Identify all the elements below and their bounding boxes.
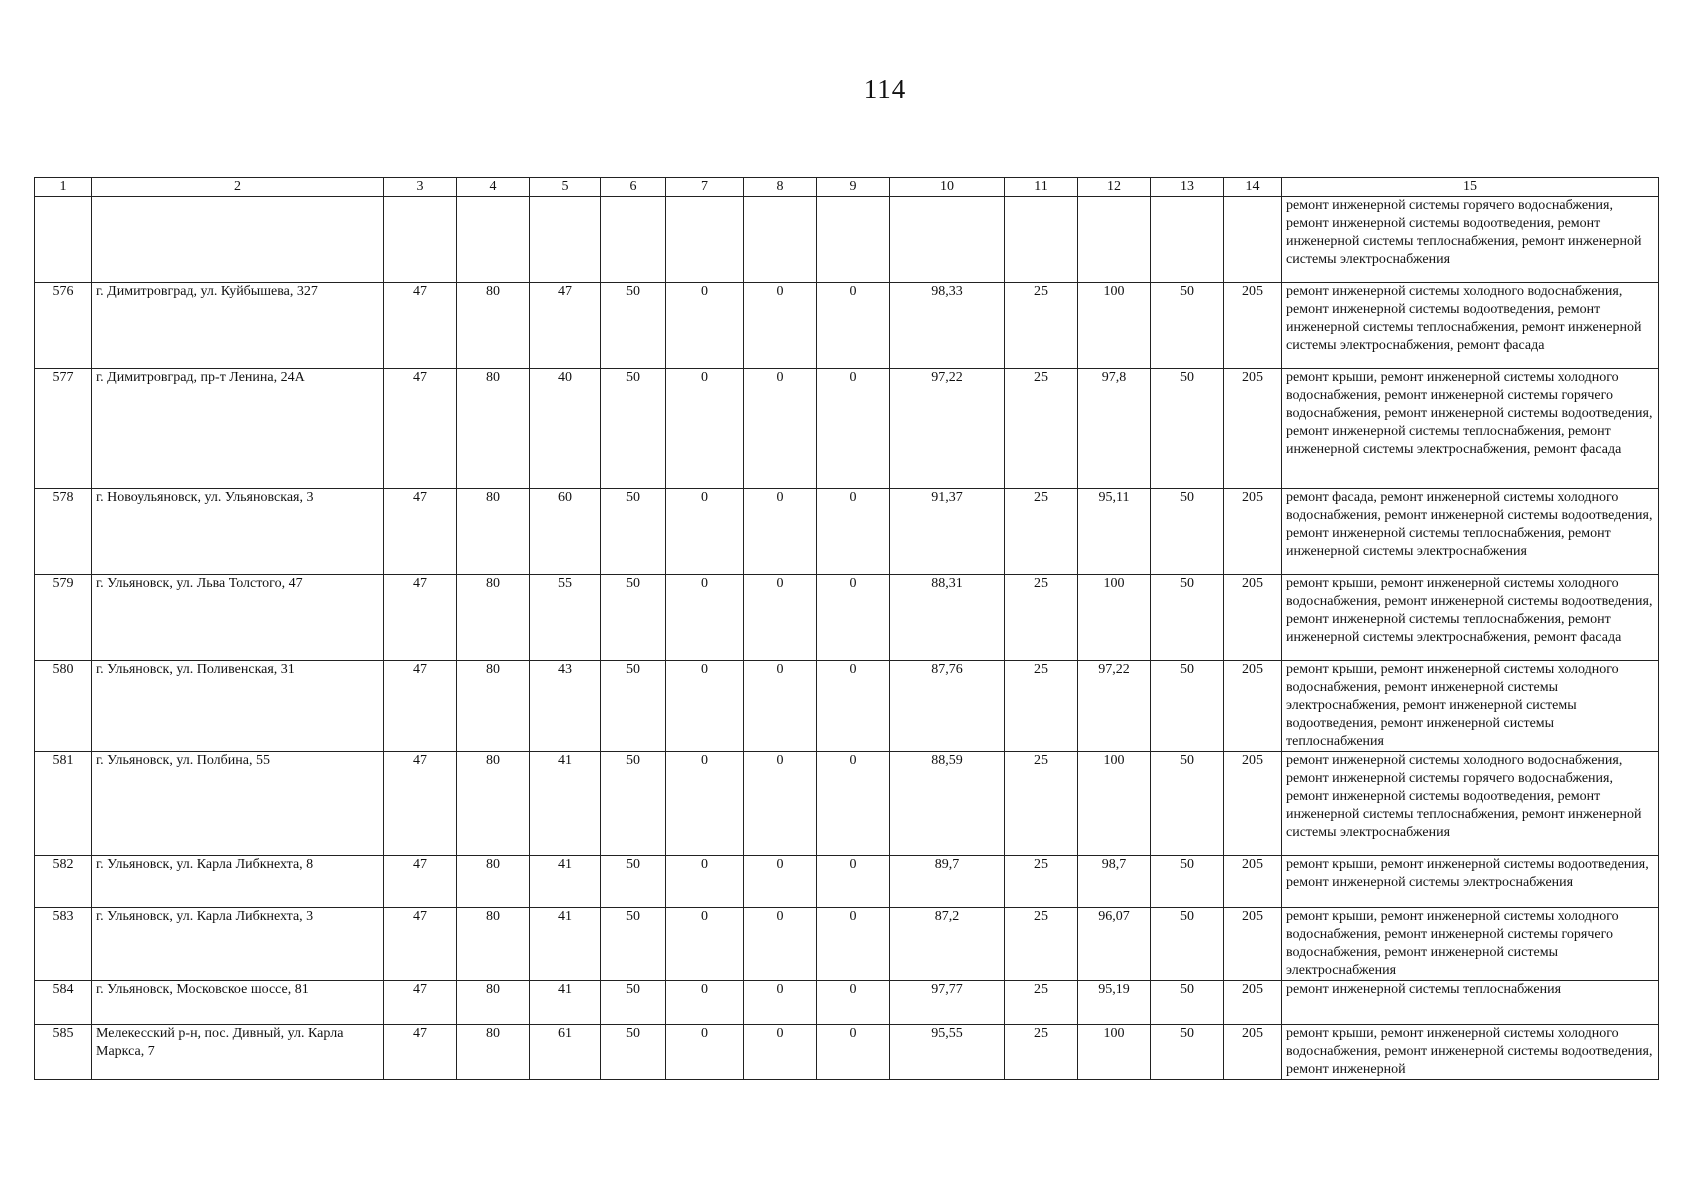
value-cell: 25	[1005, 575, 1078, 661]
row-number-cell: 584	[35, 981, 92, 1025]
value-cell: 47	[530, 283, 601, 369]
value-cell: 0	[744, 369, 817, 489]
value-cell: 47	[384, 575, 457, 661]
table-body	[35, 197, 1659, 1080]
value-cell: 50	[1151, 752, 1224, 856]
value-cell: 0	[666, 981, 744, 1025]
value-cell: 205	[1224, 856, 1282, 908]
value-cell: 0	[817, 661, 890, 752]
value-cell: 0	[744, 575, 817, 661]
value-cell: 87,76	[890, 661, 1005, 752]
repair-register-table	[34, 177, 1659, 1080]
value-cell: 80	[457, 369, 530, 489]
column-header: 15	[1282, 178, 1659, 197]
value-cell: 0	[817, 575, 890, 661]
column-header: 10	[890, 178, 1005, 197]
value-cell: 47	[384, 489, 457, 575]
column-header: 6	[601, 178, 666, 197]
table-row	[35, 1025, 1659, 1080]
column-header: 8	[744, 178, 817, 197]
table-row	[35, 981, 1659, 1025]
value-cell: 100	[1078, 1025, 1151, 1080]
value-cell: 47	[384, 1025, 457, 1080]
value-cell: 25	[1005, 856, 1078, 908]
value-cell: 50	[601, 1025, 666, 1080]
value-cell: 50	[1151, 283, 1224, 369]
table-row	[35, 283, 1659, 369]
address-cell: г. Ульяновск, ул. Полбина, 55	[92, 752, 384, 856]
row-number-cell: 581	[35, 752, 92, 856]
column-header: 11	[1005, 178, 1078, 197]
value-cell: 87,2	[890, 908, 1005, 981]
value-cell: 98,7	[1078, 856, 1151, 908]
value-cell: 96,07	[1078, 908, 1151, 981]
value-cell: 205	[1224, 489, 1282, 575]
row-number-cell: 579	[35, 575, 92, 661]
column-header: 2	[92, 178, 384, 197]
column-header: 12	[1078, 178, 1151, 197]
value-cell: 47	[384, 908, 457, 981]
value-cell: 97,77	[890, 981, 1005, 1025]
works-cell: ремонт инженерной системы холодного водоснабжения, ремонт инженерной системы водоотведения, ремонт инженерной системы теплоснабжения, ремонт инженерной системы электроснабжения, ремонт фасада	[1282, 283, 1659, 369]
value-cell: 0	[666, 369, 744, 489]
value-cell: 97,22	[1078, 661, 1151, 752]
value-cell: 41	[530, 908, 601, 981]
value-cell: 205	[1224, 981, 1282, 1025]
value-cell: 0	[817, 369, 890, 489]
value-cell: 47	[384, 752, 457, 856]
table-row	[35, 489, 1659, 575]
value-cell: 50	[601, 489, 666, 575]
value-cell: 97,8	[1078, 369, 1151, 489]
value-cell: 47	[384, 369, 457, 489]
value-cell: 88,59	[890, 752, 1005, 856]
works-cell: ремонт крыши, ремонт инженерной системы холодного водоснабжения, ремонт инженерной системы водоотведения, ремонт инженерной	[1282, 1025, 1659, 1080]
works-cell: ремонт крыши, ремонт инженерной системы холодного водоснабжения, ремонт инженерной системы горячего водоснабжения, ремонт инженерной системы водоотведения, ремонт инженерной системы теплоснабжения, ремонт инженерной системы электроснабжения, ремонт фасада	[1282, 369, 1659, 489]
value-cell: 50	[1151, 489, 1224, 575]
value-cell: 0	[666, 283, 744, 369]
row-number-cell: 582	[35, 856, 92, 908]
address-cell: г. Ульяновск, ул. Льва Толстого, 47	[92, 575, 384, 661]
column-header: 1	[35, 178, 92, 197]
value-cell: 0	[817, 1025, 890, 1080]
value-cell: 55	[530, 575, 601, 661]
value-cell: 50	[601, 369, 666, 489]
value-cell: 0	[817, 489, 890, 575]
table-row	[35, 575, 1659, 661]
value-cell: 47	[384, 856, 457, 908]
value-cell: 50	[1151, 661, 1224, 752]
table-row	[35, 369, 1659, 489]
value-cell: 50	[1151, 575, 1224, 661]
value-cell: 47	[384, 661, 457, 752]
value-cell: 25	[1005, 369, 1078, 489]
value-cell: 95,19	[1078, 981, 1151, 1025]
address-cell: Мелекесский р-н, пос. Дивный, ул. Карла Маркса, 7	[92, 1025, 384, 1080]
value-cell: 41	[530, 752, 601, 856]
column-header: 3	[384, 178, 457, 197]
row-number-cell: 583	[35, 908, 92, 981]
value-cell: 25	[1005, 1025, 1078, 1080]
value-cell: 0	[666, 1025, 744, 1080]
works-cell: ремонт крыши, ремонт инженерной системы холодного водоснабжения, ремонт инженерной системы электроснабжения, ремонт инженерной системы водоотведения, ремонт инженерной системы теплоснабжения	[1282, 661, 1659, 752]
column-header: 13	[1151, 178, 1224, 197]
value-cell: 0	[817, 752, 890, 856]
value-cell: 0	[744, 1025, 817, 1080]
value-cell: 61	[530, 1025, 601, 1080]
table-row	[35, 661, 1659, 752]
value-cell: 0	[744, 661, 817, 752]
value-cell: 205	[1224, 369, 1282, 489]
empty-cell	[1078, 197, 1151, 283]
value-cell: 50	[1151, 369, 1224, 489]
value-cell: 0	[817, 908, 890, 981]
value-cell: 25	[1005, 283, 1078, 369]
empty-cell	[666, 197, 744, 283]
value-cell: 50	[601, 981, 666, 1025]
value-cell: 47	[384, 283, 457, 369]
value-cell: 60	[530, 489, 601, 575]
table-row	[35, 856, 1659, 908]
value-cell: 50	[601, 752, 666, 856]
works-cell: ремонт крыши, ремонт инженерной системы холодного водоснабжения, ремонт инженерной системы горячего водоснабжения, ремонт инженерной системы электроснабжения	[1282, 908, 1659, 981]
continuation-row	[35, 197, 1659, 283]
value-cell: 50	[601, 908, 666, 981]
value-cell: 0	[666, 489, 744, 575]
value-cell: 80	[457, 1025, 530, 1080]
address-cell: г. Ульяновск, ул. Поливенская, 31	[92, 661, 384, 752]
table-row	[35, 908, 1659, 981]
row-number-cell: 585	[35, 1025, 92, 1080]
empty-cell	[817, 197, 890, 283]
value-cell: 50	[1151, 908, 1224, 981]
value-cell: 97,22	[890, 369, 1005, 489]
value-cell: 50	[601, 856, 666, 908]
value-cell: 0	[817, 283, 890, 369]
value-cell: 100	[1078, 283, 1151, 369]
value-cell: 25	[1005, 752, 1078, 856]
empty-cell	[92, 197, 384, 283]
empty-cell	[744, 197, 817, 283]
value-cell: 47	[384, 981, 457, 1025]
value-cell: 0	[666, 856, 744, 908]
table-row	[35, 752, 1659, 856]
value-cell: 25	[1005, 489, 1078, 575]
address-cell: г. Ульяновск, ул. Карла Либкнехта, 8	[92, 856, 384, 908]
value-cell: 50	[601, 661, 666, 752]
empty-cell	[890, 197, 1005, 283]
value-cell: 205	[1224, 575, 1282, 661]
value-cell: 25	[1005, 908, 1078, 981]
address-cell: г. Ульяновск, ул. Карла Либкнехта, 3	[92, 908, 384, 981]
column-header: 7	[666, 178, 744, 197]
value-cell: 25	[1005, 661, 1078, 752]
value-cell: 0	[744, 908, 817, 981]
empty-cell	[35, 197, 92, 283]
value-cell: 98,33	[890, 283, 1005, 369]
value-cell: 100	[1078, 575, 1151, 661]
value-cell: 0	[817, 856, 890, 908]
value-cell: 205	[1224, 752, 1282, 856]
value-cell: 89,7	[890, 856, 1005, 908]
address-cell: г. Ульяновск, Московское шоссе, 81	[92, 981, 384, 1025]
empty-cell	[457, 197, 530, 283]
works-cell: ремонт инженерной системы холодного водоснабжения, ремонт инженерной системы горячего водоснабжения, ремонт инженерной системы водоотведения, ремонт инженерной системы теплоснабжения, ремонт инженерной системы электроснабжения	[1282, 752, 1659, 856]
value-cell: 25	[1005, 981, 1078, 1025]
empty-cell	[384, 197, 457, 283]
value-cell: 50	[1151, 981, 1224, 1025]
value-cell: 50	[1151, 856, 1224, 908]
column-header: 9	[817, 178, 890, 197]
column-number-row	[35, 178, 1659, 197]
value-cell: 0	[744, 856, 817, 908]
value-cell: 95,11	[1078, 489, 1151, 575]
value-cell: 41	[530, 981, 601, 1025]
value-cell: 0	[744, 283, 817, 369]
value-cell: 40	[530, 369, 601, 489]
value-cell: 0	[666, 908, 744, 981]
works-cell: ремонт инженерной системы теплоснабжения	[1282, 981, 1659, 1025]
value-cell: 80	[457, 908, 530, 981]
value-cell: 205	[1224, 908, 1282, 981]
row-number-cell: 576	[35, 283, 92, 369]
value-cell: 80	[457, 752, 530, 856]
row-number-cell: 577	[35, 369, 92, 489]
column-header: 5	[530, 178, 601, 197]
works-cell: ремонт крыши, ремонт инженерной системы водоотведения, ремонт инженерной системы электроснабжения	[1282, 856, 1659, 908]
row-number-cell: 578	[35, 489, 92, 575]
empty-cell	[601, 197, 666, 283]
value-cell: 80	[457, 981, 530, 1025]
value-cell: 80	[457, 856, 530, 908]
value-cell: 91,37	[890, 489, 1005, 575]
value-cell: 100	[1078, 752, 1151, 856]
column-header: 14	[1224, 178, 1282, 197]
value-cell: 0	[744, 489, 817, 575]
value-cell: 50	[601, 283, 666, 369]
value-cell: 0	[817, 981, 890, 1025]
value-cell: 50	[601, 575, 666, 661]
row-number-cell: 580	[35, 661, 92, 752]
empty-cell	[1151, 197, 1224, 283]
column-header: 4	[457, 178, 530, 197]
value-cell: 80	[457, 283, 530, 369]
works-cell: ремонт крыши, ремонт инженерной системы холодного водоснабжения, ремонт инженерной системы водоотведения, ремонт инженерной системы теплоснабжения, ремонт инженерной системы электроснабжения, ремонт фасада	[1282, 575, 1659, 661]
value-cell: 0	[744, 752, 817, 856]
value-cell: 0	[666, 575, 744, 661]
value-cell: 80	[457, 575, 530, 661]
value-cell: 0	[666, 752, 744, 856]
works-cell: ремонт инженерной системы горячего водоснабжения, ремонт инженерной системы водоотведения, ремонт инженерной системы теплоснабжения, ремонт инженерной системы электроснабжения	[1282, 197, 1659, 283]
value-cell: 88,31	[890, 575, 1005, 661]
empty-cell	[1005, 197, 1078, 283]
address-cell: г. Димитровград, пр-т Ленина, 24А	[92, 369, 384, 489]
works-cell: ремонт фасада, ремонт инженерной системы холодного водоснабжения, ремонт инженерной системы водоотведения, ремонт инженерной системы теплоснабжения, ремонт инженерной системы электроснабжения	[1282, 489, 1659, 575]
value-cell: 80	[457, 489, 530, 575]
value-cell: 95,55	[890, 1025, 1005, 1080]
address-cell: г. Новоульяновск, ул. Ульяновская, 3	[92, 489, 384, 575]
value-cell: 80	[457, 661, 530, 752]
address-cell: г. Димитровград, ул. Куйбышева, 327	[92, 283, 384, 369]
empty-cell	[1224, 197, 1282, 283]
value-cell: 0	[744, 981, 817, 1025]
empty-cell	[530, 197, 601, 283]
page-number: 114	[863, 74, 907, 104]
value-cell: 205	[1224, 283, 1282, 369]
value-cell: 205	[1224, 1025, 1282, 1080]
value-cell: 43	[530, 661, 601, 752]
value-cell: 205	[1224, 661, 1282, 752]
value-cell: 41	[530, 856, 601, 908]
value-cell: 0	[666, 661, 744, 752]
value-cell: 50	[1151, 1025, 1224, 1080]
